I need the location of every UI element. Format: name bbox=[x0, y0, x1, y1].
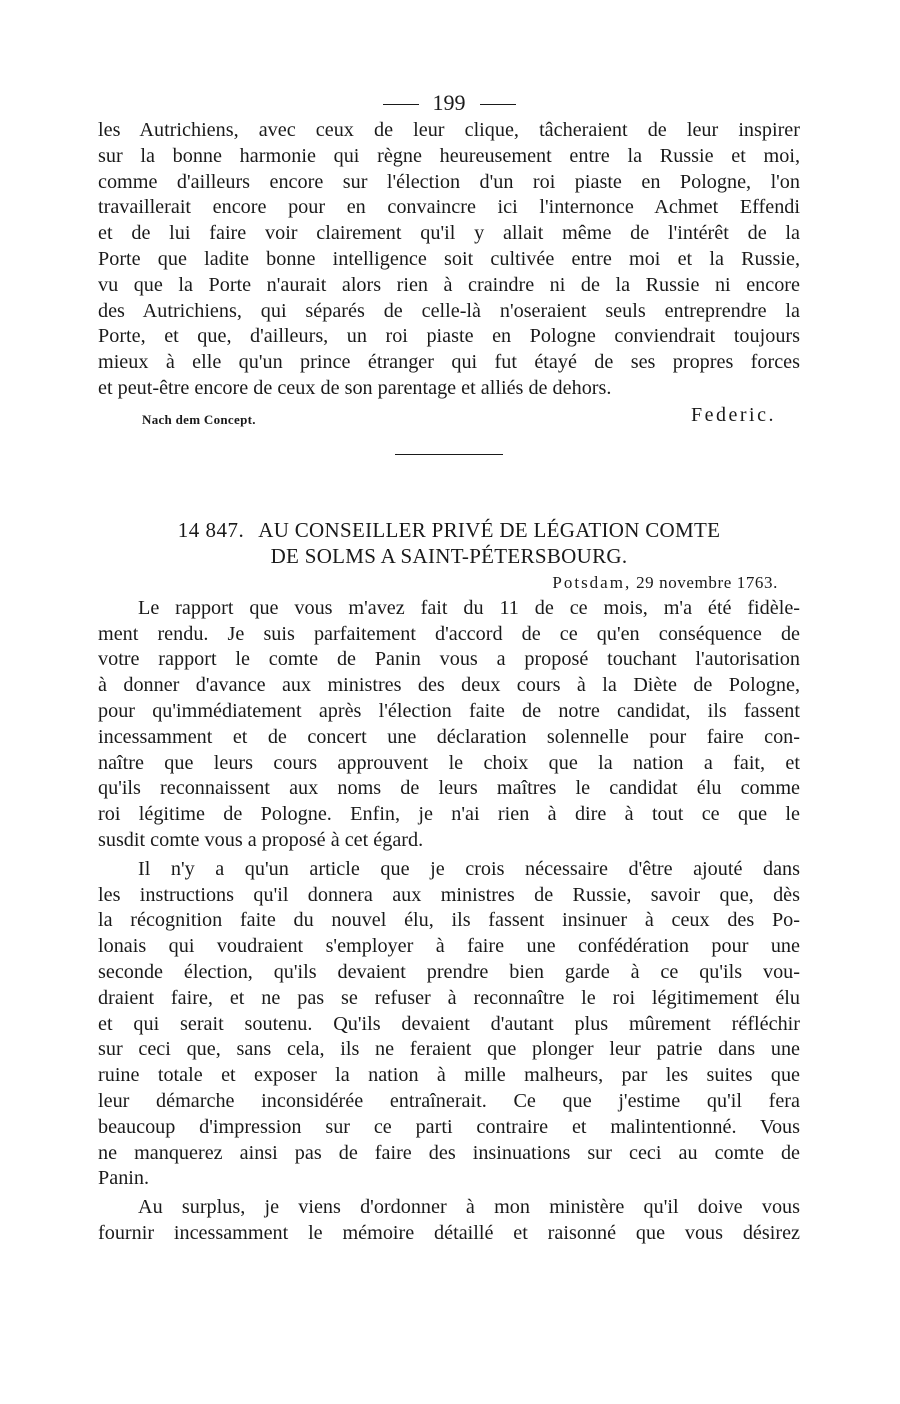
letter-number: 14 847. bbox=[177, 517, 245, 542]
text-line: fournir incessamment le mémoire détaillé et raisonné que vous désirez bbox=[98, 1221, 800, 1244]
text-line: pour qu'immédiatement après l'élection faite de notre candidat, ils fassent bbox=[98, 699, 800, 722]
text-line: Porte, et que, d'ailleurs, un roi piaste en Pologne conviendrait toujours bbox=[98, 325, 800, 348]
section-separator bbox=[395, 454, 503, 455]
text-line: des Autrichiens, qui séparés de celle-là n'oseraient seuls entreprendre la bbox=[98, 299, 800, 322]
text-line-first: Le rapport que vous m'avez fait du 11 de ce mois, m'a été fidèle- bbox=[138, 596, 800, 619]
text-line: et de lui faire voir clairement qu'il y allait même de l'intérêt de la bbox=[98, 222, 800, 245]
dateline-date: 29 novembre 1763. bbox=[636, 572, 778, 592]
letter-title bbox=[98, 517, 800, 569]
text-line: Porte que ladite bonne intelligence soit cultivée entre moi et la Russie, bbox=[98, 247, 800, 270]
page-number: 199 bbox=[432, 90, 466, 115]
text-line: les Autrichiens, avec ceux de leur clique, tâcheraient de leur inspirer bbox=[98, 119, 800, 141]
text-line: incessamment et de concert une déclaration solennelle pour faire con- bbox=[98, 725, 800, 748]
text-line-first: Il n'y a qu'un article que je crois nécessaire d'être ajouté dans bbox=[138, 857, 800, 880]
text-line: et qui serait soutenu. Qu'ils devaient d'autant plus mûrement réfléchir bbox=[98, 1012, 800, 1035]
document-page bbox=[98, 88, 800, 1247]
text-line: qu'ils reconnaissent aux noms de leurs maîtres le candidat élu comme bbox=[98, 777, 800, 800]
text-line: roi légitime de Pologne. Enfin, je n'ai rien à dire à tout ce que le bbox=[98, 803, 800, 826]
header-dash-right bbox=[480, 104, 516, 105]
text-line: Panin. bbox=[98, 1167, 150, 1190]
text-line: susdit comte vous a proposé à cet égard. bbox=[98, 828, 424, 851]
text-line: lonais qui voudraient s'employer à faire une confédération pour une bbox=[98, 935, 800, 958]
text-line: et peut-être encore de ceux de son parentage et alliés de dehors. bbox=[98, 376, 612, 399]
letter-title-line-1 bbox=[98, 517, 800, 543]
dateline-place: Potsdam, bbox=[552, 572, 632, 592]
text-line: sur ceci que, sans cela, ils ne feraient que plonger leur patrie dans une bbox=[98, 1038, 800, 1061]
text-line: ruine totale et exposer la nation à mille malheurs, par les suites que bbox=[98, 1064, 800, 1087]
letter-title-text-1: AU CONSEILLER PRIVÉ DE LÉGATION COMTE bbox=[258, 517, 721, 542]
letter-title-line-2: DE SOLMS A SAINT-PÉTERSBOURG. bbox=[270, 543, 628, 568]
text-line: naître que leurs cours approuvent le choix que la nation a fait, et bbox=[98, 751, 800, 774]
paragraph-3 bbox=[98, 857, 800, 1192]
page-header bbox=[98, 88, 800, 118]
text-line: mieux à elle qu'un prince étranger qui fut étayé de ses propres forces bbox=[98, 351, 800, 374]
text-line: seconde élection, qu'ils devaient prendre bien garde à ce qu'ils vou- bbox=[98, 960, 800, 983]
paragraph-2 bbox=[98, 596, 800, 854]
header-dash-left bbox=[383, 104, 419, 105]
text-line: les instructions qu'il donnera aux ministres de Russie, savoir que, dès bbox=[98, 883, 800, 906]
paragraph-1 bbox=[98, 118, 800, 402]
text-line: comme d'ailleurs encore sur l'élection d'un roi piaste en Pologne, l'on bbox=[98, 170, 800, 193]
closing-row bbox=[98, 404, 800, 434]
text-line: ment rendu. Je suis parfaitement d'accord de ce qu'en conséquence de bbox=[98, 622, 800, 645]
text-line: à donner d'avance aux ministres des deux cours à la Diète de Pologne, bbox=[98, 674, 800, 697]
text-line: travaillerait encore pour en convaincre ici l'internonce Achmet Effendi bbox=[98, 196, 800, 219]
paragraph-4 bbox=[98, 1195, 800, 1247]
text-line: ne manquerez ainsi pas de faire des insinuations sur ceci au comte de bbox=[98, 1141, 800, 1164]
text-line: vu que la Porte n'aurait alors rien à craindre ni de la Russie ni encore bbox=[98, 273, 800, 296]
text-line: beaucoup d'impression sur ce parti contraire et malintentionné. Vous bbox=[98, 1115, 800, 1138]
text-line: leur démarche inconsidérée entraînerait. Ce que j'estime qu'il fera bbox=[98, 1089, 800, 1112]
text-line-first: Au surplus, je viens d'ordonner à mon ministère qu'il doive vous bbox=[138, 1196, 800, 1219]
dateline bbox=[98, 573, 800, 593]
text-line: draient faire, et ne pas se refuser à reconnaître le roi légitimement élu bbox=[98, 986, 800, 1009]
text-line: sur la bonne harmonie qui règne heureusement entre la Russie et moi, bbox=[98, 144, 800, 167]
text-line: la récognition faite du nouvel élu, ils fassent insinuer à ceux des Po- bbox=[98, 909, 800, 932]
text-line: votre rapport le comte de Panin vous a proposé touchant l'autorisation bbox=[98, 648, 800, 671]
source-note: Nach dem Concept. bbox=[142, 411, 256, 427]
signature: Federic. bbox=[691, 403, 776, 426]
